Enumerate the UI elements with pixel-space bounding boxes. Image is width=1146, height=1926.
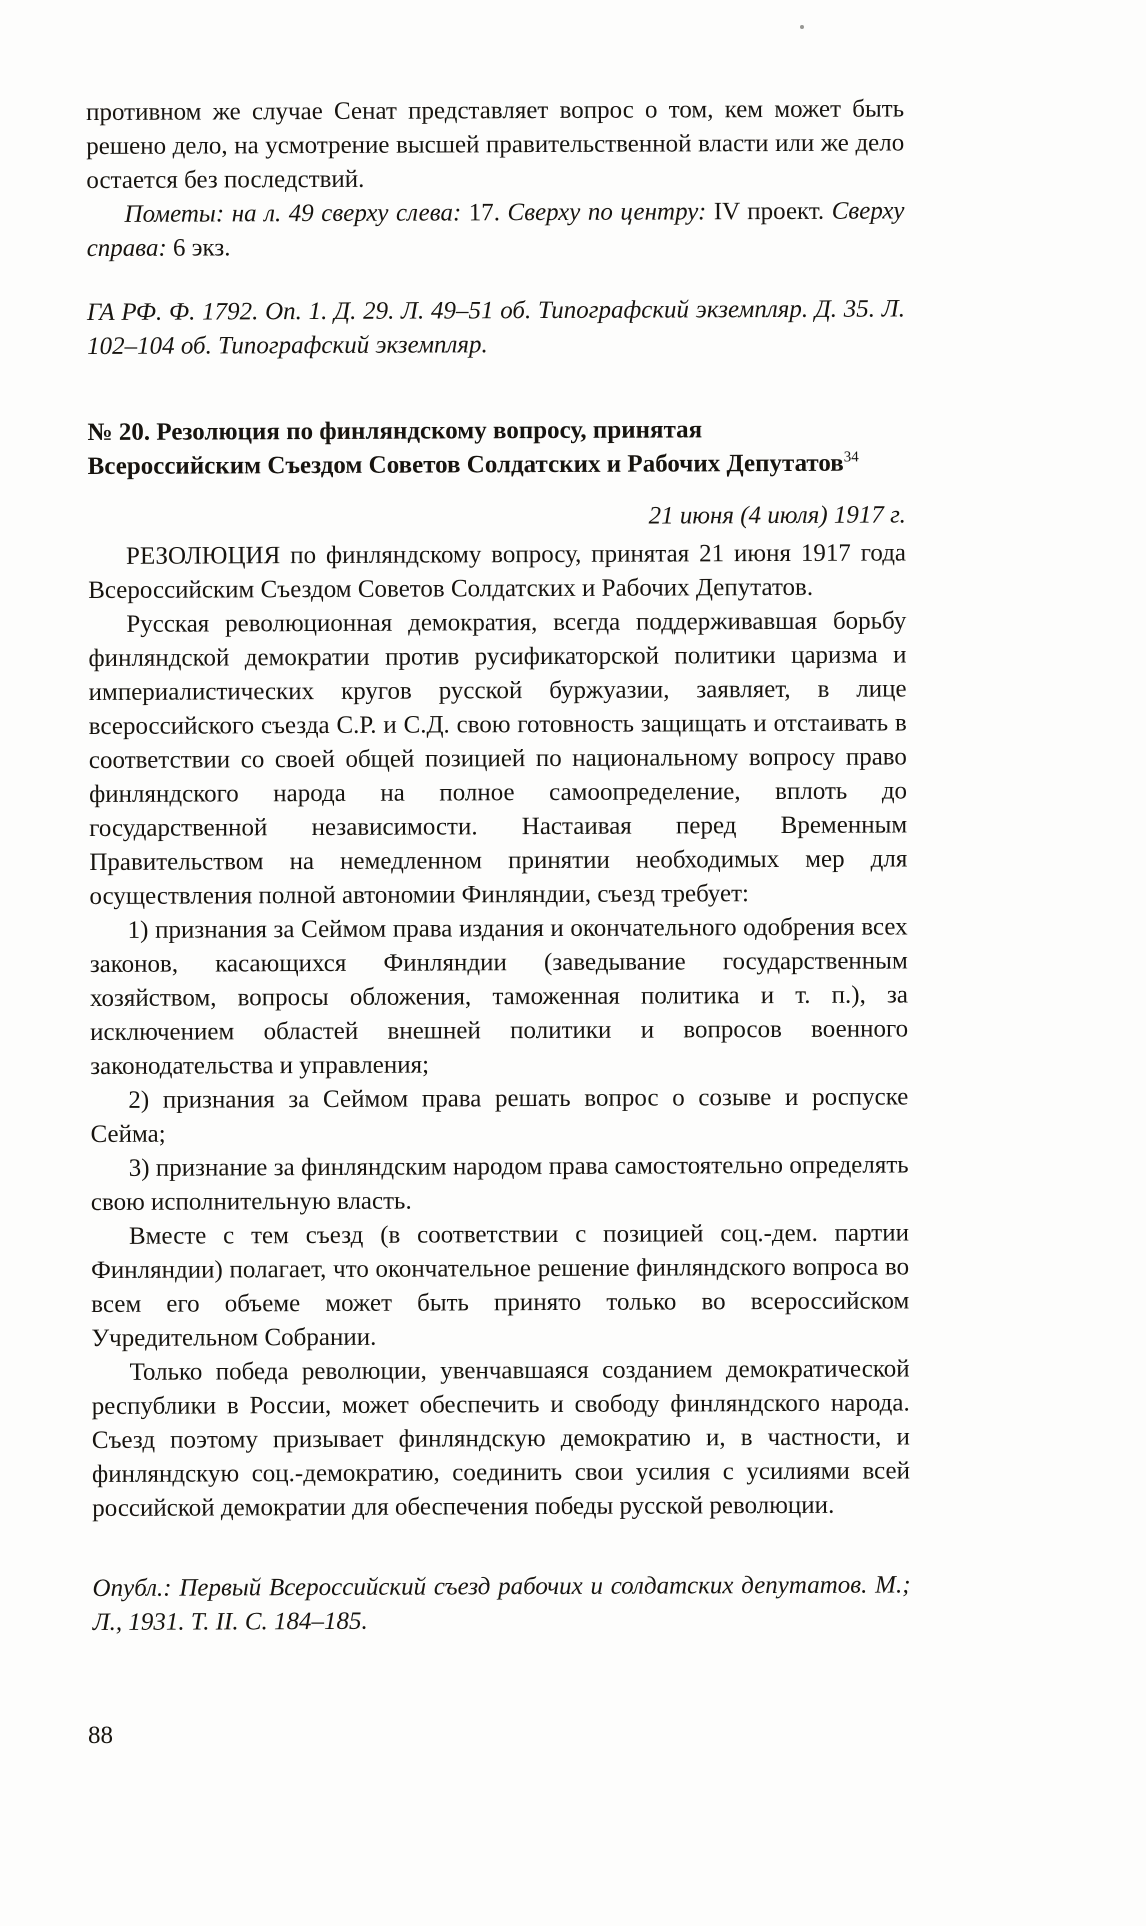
footnote-marker: 34: [843, 449, 859, 466]
heading-line-2: [88, 450, 859, 480]
notes-segment-italic: Пометы: на л. 49 сверху слева:: [124, 199, 469, 228]
notes-segment-italic: Сверху справа:: [86, 197, 905, 262]
document-heading: [87, 412, 905, 484]
document-paragraph: 3) признание за финляндским народом права самостоятельно определять свою исполнительную власть.: [90, 1151, 909, 1216]
document-paragraph: 1) признания за Сеймом права издания и окончательного одобрения всех законов, касающихся Финляндии (заведывание государственным хозяйством, вопросы обложения, таможенная политика и т. п.), за исключением областей внешней политики и вопросов военного законодательства и управления;: [89, 913, 909, 1080]
editorial-notes: [86, 194, 904, 266]
document-paragraph: Только победа революции, увенчавшаяся созданием демократической республики в России, может обеспечить и свободу финляндского народа. Съезд поэтому призывает финляндскую демократию и, в частности, и финляндскую соц.-демократию, соединить свои усилия с усилиями всей российской демократии для обеспечения победы русской революции.: [91, 1355, 911, 1522]
heading-line-2-text: Всероссийским Съездом Советов Солдатских и Рабочих Депутатов: [87, 449, 844, 480]
notes-segment-upright: IV проект.: [713, 197, 832, 226]
text-column: [86, 92, 911, 1640]
scan-speck: [800, 25, 804, 29]
publication-note: Опубл.: Первый Всероссийский съезд рабочих и солдатских депутатов. М.; Л., 1931. Т. II. С. 184–185.: [92, 1571, 911, 1636]
document-paragraph: РЕЗОЛЮЦИЯ по финляндскому вопросу, принятая 21 июня 1917 года Всероссийским Съездом Советов Солдатских и Рабочих Депутатов.: [88, 539, 907, 604]
previous-document-tail: противном же случае Сенат представляет вопрос о том, кем может быть решено дело, на усмотрение высшей правительственной власти или же дело остается без последствий.: [86, 95, 905, 194]
heading-line-1: № 20. Резолюция по финляндскому вопросу, принятая: [87, 416, 703, 446]
page-number: 88: [88, 1722, 113, 1749]
archive-reference: ГА РФ. Ф. 1792. Оп. 1. Д. 29. Л. 49–51 об. Типографский экземпляр. Д. 35. Л. 102–104 об. Типографский экземпляр.: [86, 295, 905, 360]
notes-segment-italic: Сверху по центру:: [507, 198, 714, 227]
document-date: 21 июня (4 июля) 1917 г.: [648, 501, 906, 530]
notes-segment-upright: 17.: [468, 199, 508, 227]
notes-segment-upright: 6 экз.: [172, 234, 231, 262]
document-paragraph: 2) признания за Сеймом права решать вопрос о созыве и роспуске Сейма;: [90, 1083, 909, 1148]
document-paragraph: Русская революционная демократия, всегда поддерживавшая борьбу финляндской демократии против русификаторской политики царизма и империалистических кругов русской буржуазии, заявляет, в лице всероссийского съезда С.Р. и С.Д. свою готовность защищать и отстаивать в соответствии со своей общей позицией по национальному вопросу право финляндского народа на полное самоопределение, вплоть до государственной независимости. Настаивая перед Временным Правительством на немедленном принятии необходимых мер для осуществления полной автономии Финляндии, съезд требует:: [88, 607, 908, 910]
document-paragraph: Вместе с тем съезд (в соответствии с позицией соц.-дем. партии Финляндии) полагает, что окончательное решение финляндского вопроса во всем его объеме может быть принято только во всероссийском Учредительном Собрании.: [91, 1219, 910, 1352]
